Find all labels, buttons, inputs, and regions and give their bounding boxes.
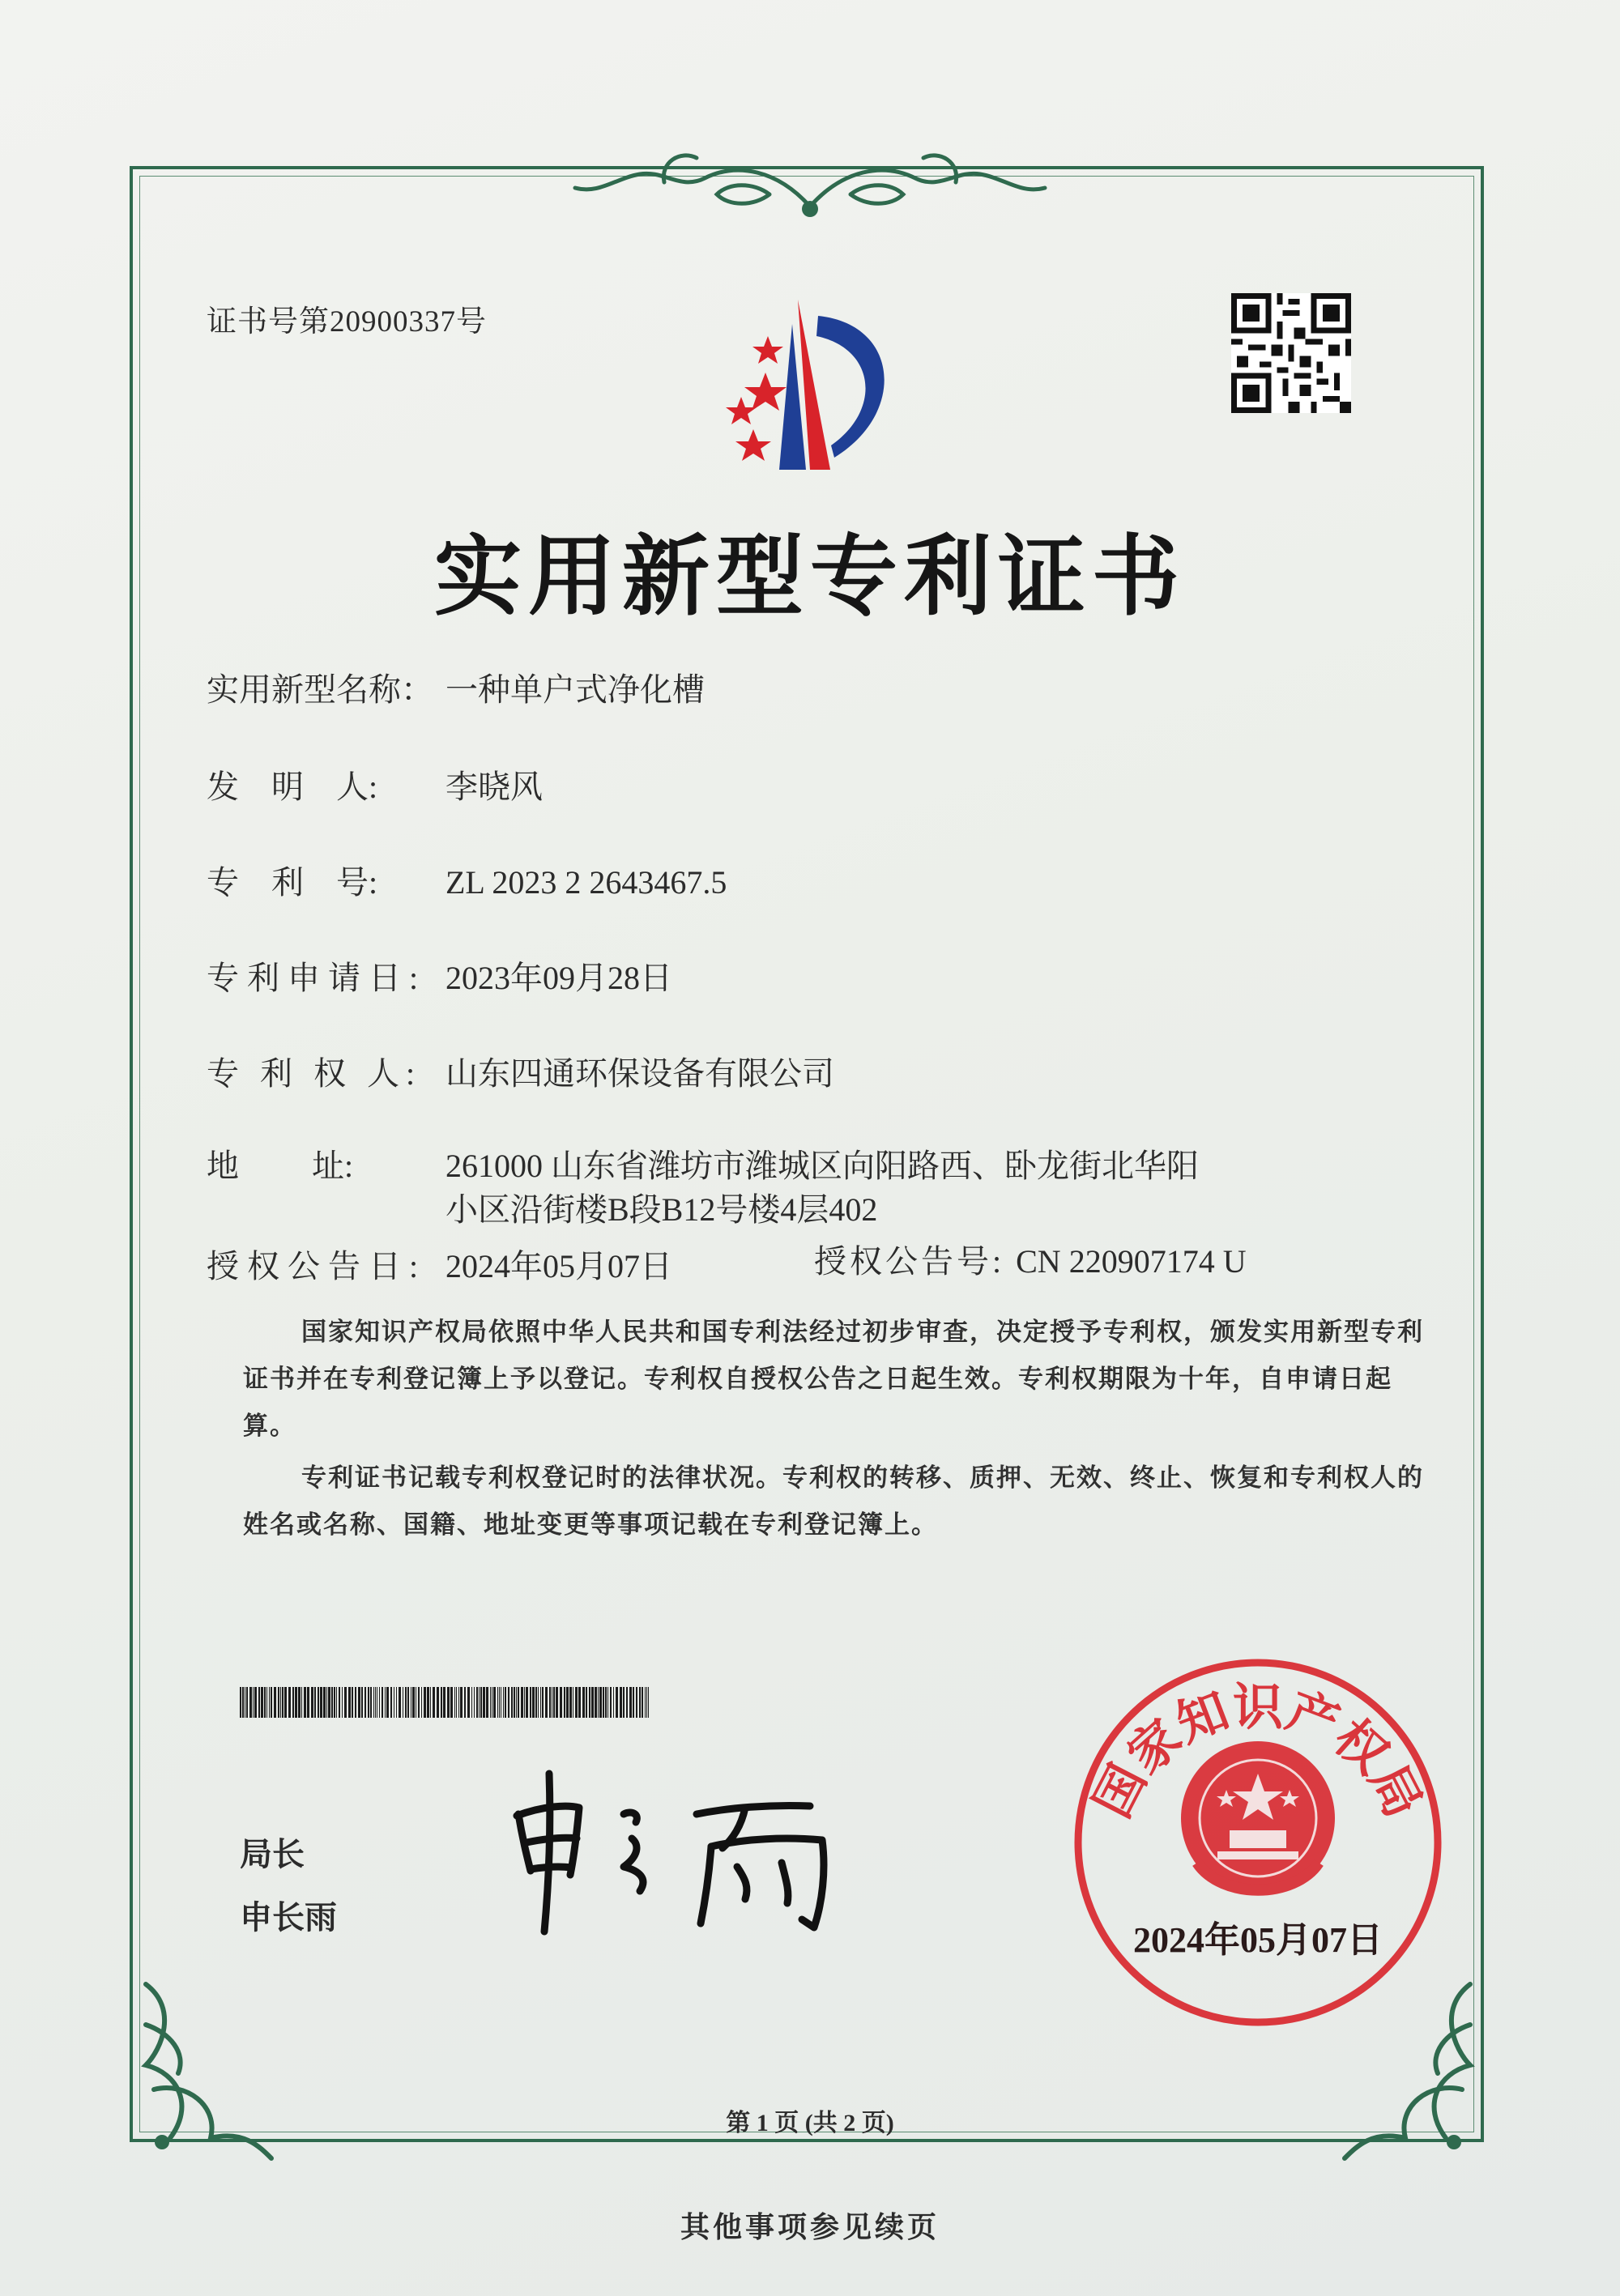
barcode-bar xyxy=(307,1687,309,1718)
barcode-bar xyxy=(304,1687,306,1718)
barcode-bar xyxy=(493,1687,496,1718)
barcode-bar xyxy=(278,1687,279,1718)
barcode-bar xyxy=(348,1687,351,1718)
field-filing-date xyxy=(207,952,672,999)
barcode-bar xyxy=(242,1687,244,1718)
barcode-bar xyxy=(497,1687,498,1718)
barcode-bar xyxy=(505,1687,506,1718)
barcode-bar xyxy=(514,1687,515,1718)
barcode-bar xyxy=(437,1687,439,1718)
barcode-bar xyxy=(518,1687,519,1718)
barcode-bar xyxy=(246,1687,248,1718)
barcode-bar xyxy=(342,1687,343,1718)
barcode-bar xyxy=(549,1687,551,1718)
barcode-bar xyxy=(344,1687,347,1718)
barcode-bar xyxy=(355,1687,356,1718)
barcode-bar xyxy=(460,1687,463,1718)
field-address-line1: 261000 山东省潍坊市潍城区向阳路西、卧龙街北华阳 xyxy=(446,1148,1199,1184)
barcode-bar xyxy=(486,1687,488,1718)
barcode-bar xyxy=(361,1687,363,1718)
barcode-bar xyxy=(540,1687,541,1718)
barcode-bar xyxy=(535,1687,537,1718)
field-address xyxy=(207,1140,1199,1186)
barcode xyxy=(240,1687,654,1718)
barcode-bar xyxy=(553,1687,555,1718)
barcode-bar xyxy=(375,1687,376,1718)
barcode-bar xyxy=(336,1687,337,1718)
barcode-bar xyxy=(605,1687,607,1718)
field-address-line2 xyxy=(446,1184,877,1230)
barcode-bar xyxy=(311,1687,313,1718)
barcode-bar xyxy=(405,1687,407,1718)
top-ornament xyxy=(567,138,1053,227)
barcode-bar xyxy=(368,1687,369,1718)
national-emblem-icon xyxy=(1181,1741,1335,1895)
field-filing-date-label: 专利申请日: xyxy=(207,960,427,996)
barcode-bar xyxy=(595,1687,597,1718)
barcode-bar xyxy=(282,1687,284,1718)
barcode-bar xyxy=(427,1687,429,1718)
barcode-bar xyxy=(390,1687,392,1718)
barcode-bar xyxy=(591,1687,594,1718)
field-patent-no-value: ZL 2023 2 2643467.5 xyxy=(446,864,727,901)
barcode-bar xyxy=(526,1687,528,1718)
barcode-bar xyxy=(464,1687,466,1718)
barcode-bar xyxy=(269,1687,270,1718)
barcode-bar xyxy=(447,1687,450,1718)
barcode-bar xyxy=(320,1687,322,1718)
barcode-bar xyxy=(569,1687,572,1718)
barcode-bar xyxy=(334,1687,335,1718)
barcode-bar xyxy=(639,1687,641,1718)
barcode-bar xyxy=(578,1687,581,1718)
barcode-bar xyxy=(314,1687,316,1718)
barcode-bar xyxy=(298,1687,301,1718)
field-patent-no-label: 专 利 号: xyxy=(207,864,378,901)
barcode-bar xyxy=(575,1687,578,1718)
barcode-bar xyxy=(421,1687,422,1718)
barcode-bar xyxy=(645,1687,646,1718)
field-patentee xyxy=(207,1048,834,1094)
field-grant-no-label: 授权公告号: xyxy=(814,1243,1005,1280)
barcode-bar xyxy=(301,1687,302,1718)
field-name xyxy=(207,664,705,710)
barcode-bar xyxy=(629,1687,632,1718)
barcode-bar xyxy=(326,1687,327,1718)
barcode-bar xyxy=(508,1687,509,1718)
barcode-bar xyxy=(636,1687,637,1718)
barcode-bar xyxy=(253,1687,254,1718)
barcode-bar xyxy=(499,1687,500,1718)
barcode-bar xyxy=(258,1687,260,1718)
barcode-bar xyxy=(271,1687,272,1718)
barcode-bar xyxy=(456,1687,457,1718)
director-signature xyxy=(502,1757,859,1944)
barcode-bar xyxy=(443,1687,446,1718)
qr-code xyxy=(1231,293,1351,413)
field-patent-no xyxy=(207,857,727,903)
barcode-bar xyxy=(292,1687,294,1718)
barcode-bar xyxy=(474,1687,475,1718)
barcode-bar xyxy=(382,1687,383,1718)
barcode-bar xyxy=(280,1687,281,1718)
barcode-bar xyxy=(483,1687,485,1718)
barcode-bar xyxy=(589,1687,590,1718)
barcode-bar xyxy=(613,1687,614,1718)
certificate-number: 证书号第20900337号 xyxy=(207,305,487,339)
field-grant-no-value: CN 220907174 U xyxy=(1016,1243,1247,1280)
barcode-bar xyxy=(364,1687,366,1718)
barcode-bar xyxy=(284,1687,287,1718)
cnipa-logo xyxy=(688,292,932,478)
barcode-bar xyxy=(542,1687,544,1718)
barcode-bar xyxy=(633,1687,634,1718)
barcode-bar xyxy=(418,1687,420,1718)
barcode-bar xyxy=(352,1687,353,1718)
barcode-bar xyxy=(274,1687,276,1718)
barcode-bar xyxy=(603,1687,604,1718)
barcode-bar xyxy=(373,1687,374,1718)
barcode-bar xyxy=(564,1687,565,1718)
barcode-bar xyxy=(323,1687,326,1718)
barcode-bar xyxy=(616,1687,618,1718)
official-seal xyxy=(1068,1652,1448,2033)
barcode-bar xyxy=(582,1687,585,1718)
barcode-bar xyxy=(623,1687,625,1718)
field-grant-date xyxy=(207,1241,672,1287)
field-address-label: 地 址: xyxy=(207,1148,354,1184)
barcode-bar xyxy=(479,1687,480,1718)
barcode-bar xyxy=(556,1687,558,1718)
page-number: 第 1 页 (共 2 页) xyxy=(726,2110,894,2136)
field-patentee-value: 山东四通环保设备有限公司 xyxy=(446,1055,834,1092)
barcode-bar xyxy=(407,1687,409,1718)
field-inventor-value: 李晓风 xyxy=(446,769,543,805)
barcode-bar xyxy=(249,1687,252,1718)
barcode-bar xyxy=(532,1687,535,1718)
certificate-title: 实用新型专利证书 xyxy=(433,526,1186,628)
barcode-bar xyxy=(610,1687,612,1718)
field-name-value: 一种单户式净化槽 xyxy=(446,671,705,708)
barcode-bar xyxy=(339,1687,340,1718)
barcode-bar xyxy=(538,1687,539,1718)
barcode-bar xyxy=(648,1687,649,1718)
barcode-bar xyxy=(433,1687,435,1718)
barcode-bar xyxy=(385,1687,386,1718)
barcode-bar xyxy=(396,1687,397,1718)
field-name-label: 实用新型名称： xyxy=(207,671,433,708)
barcode-bar xyxy=(295,1687,297,1718)
barcode-bar xyxy=(264,1687,266,1718)
barcode-bar xyxy=(566,1687,569,1718)
barcode-bar xyxy=(642,1687,643,1718)
barcode-bar xyxy=(599,1687,602,1718)
barcode-bar xyxy=(379,1687,380,1718)
barcode-bar xyxy=(480,1687,482,1718)
barcode-bar xyxy=(524,1687,525,1718)
barcode-bar xyxy=(450,1687,453,1718)
barcode-bar xyxy=(521,1687,523,1718)
seal-text: 国家知识产权局 xyxy=(1082,1677,1434,1827)
continuation-note: 其他事项参见续页 xyxy=(680,2211,940,2244)
director-title: 局长 xyxy=(240,1836,305,1873)
barcode-bar xyxy=(412,1687,415,1718)
barcode-bar xyxy=(476,1687,478,1718)
field-grant-date-value: 2024年05月07日 xyxy=(446,1248,672,1284)
barcode-bar xyxy=(318,1687,319,1718)
barcode-bar xyxy=(560,1687,562,1718)
barcode-bar xyxy=(386,1687,389,1718)
barcode-bar xyxy=(586,1687,587,1718)
barcode-bar xyxy=(266,1687,267,1718)
barcode-bar xyxy=(358,1687,360,1718)
barcode-bar xyxy=(620,1687,622,1718)
barcode-bar xyxy=(503,1687,504,1718)
director-name: 申长雨 xyxy=(240,1899,337,1936)
body-paragraph-1: 国家知识产权局依照中华人民共和国专利法经过初步审查，决定授予专利权，颁发实用新型专利证书并在专利登记簿上予以登记。专利权自授权公告之日起生效。专利权期限为十年，自申请日起算。 xyxy=(243,1318,1424,1441)
field-inventor-label: 发 明 人: xyxy=(207,769,378,805)
barcode-bar xyxy=(530,1687,531,1718)
field-address-line2-text: 小区沿街楼B段B12号楼4层402 xyxy=(446,1191,878,1228)
barcode-bar xyxy=(454,1687,455,1718)
barcode-bar xyxy=(441,1687,442,1718)
field-grant-no xyxy=(814,1236,1247,1282)
barcode-bar xyxy=(545,1687,548,1718)
barcode-bar xyxy=(430,1687,431,1718)
barcode-bar xyxy=(399,1687,401,1718)
barcode-bar xyxy=(511,1687,513,1718)
barcode-bar xyxy=(516,1687,517,1718)
field-inventor xyxy=(207,761,543,807)
field-filing-date-value: 2023年09月28日 xyxy=(446,960,672,996)
barcode-bar xyxy=(490,1687,491,1718)
body-paragraph-2: 专利证书记载专利权登记时的法律状况。专利权的转移、质押、无效、终止、恢复和专利权人的姓名或名称、国籍、地址变更等事项记载在专利登记簿上。 xyxy=(243,1463,1424,1540)
barcode-bar xyxy=(331,1687,333,1718)
seal-date: 2024年05月07日 xyxy=(1133,1920,1383,1960)
barcode-bar xyxy=(240,1687,241,1718)
barcode-bar xyxy=(467,1687,470,1718)
barcode-bar xyxy=(254,1687,257,1718)
barcode-bar xyxy=(626,1687,628,1718)
field-patentee-label: 专 利 权 人: xyxy=(207,1055,422,1092)
barcode-bar xyxy=(328,1687,330,1718)
barcode-bar xyxy=(646,1687,647,1718)
field-grant-date-label: 授权公告日: xyxy=(207,1248,427,1284)
barcode-bar xyxy=(424,1687,426,1718)
barcode-bar xyxy=(458,1687,459,1718)
barcode-bar xyxy=(261,1687,263,1718)
barcode-bar xyxy=(598,1687,599,1718)
barcode-bar xyxy=(471,1687,472,1718)
barcode-bar xyxy=(288,1687,291,1718)
barcode-bar xyxy=(370,1687,372,1718)
